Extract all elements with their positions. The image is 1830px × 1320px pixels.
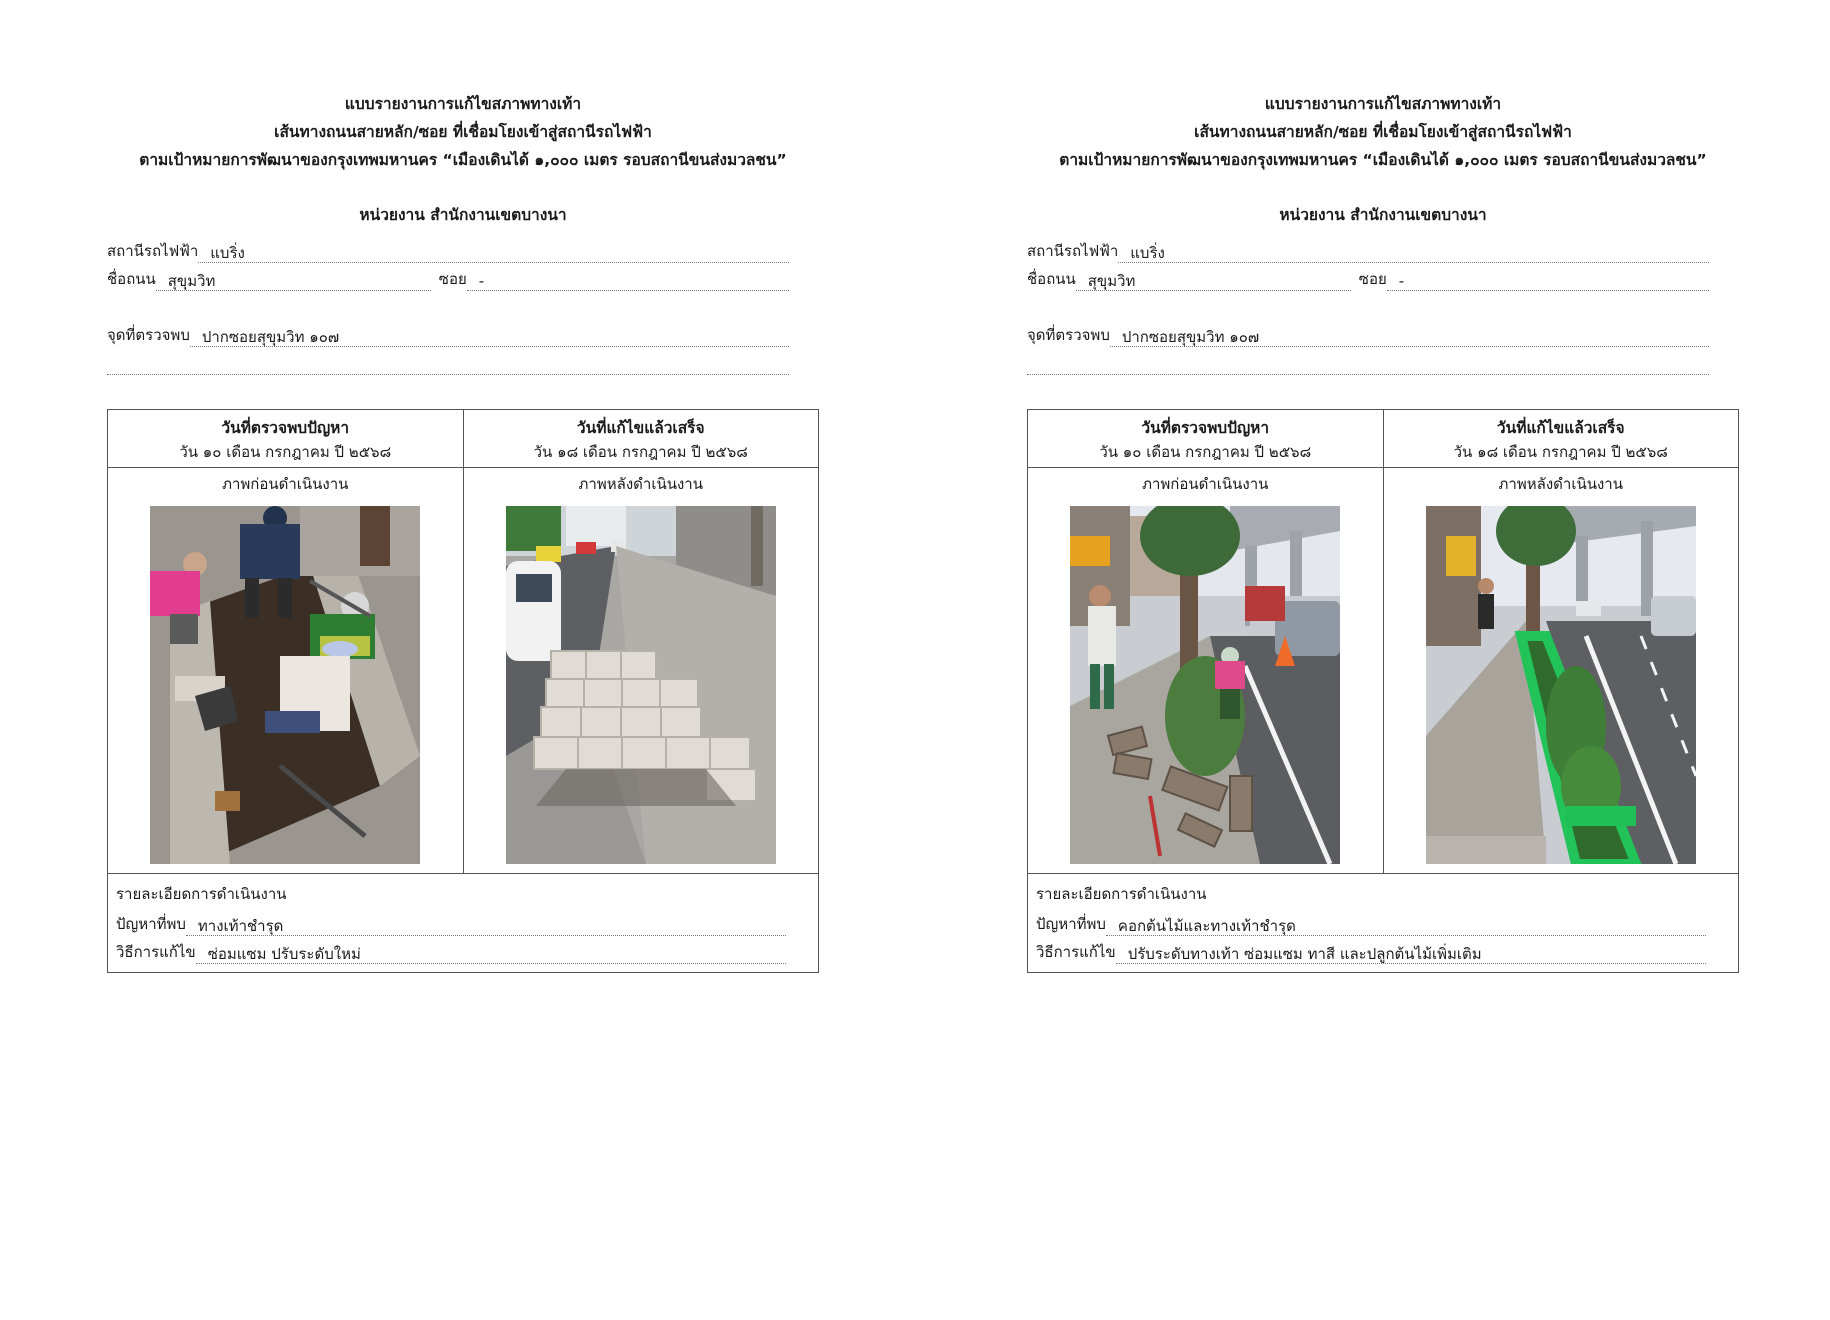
station-value: แบริ่ง — [198, 243, 789, 263]
station-value: แบริ่ง — [1118, 243, 1709, 263]
fixed-date-cell — [1383, 410, 1739, 468]
found-date: วัน ๑๐ เดือน กรกฎาคม ปี ๒๕๖๘ — [179, 443, 392, 461]
details-cell — [108, 874, 819, 973]
problem-value: คอกต้นไม้และทางเท้าชำรุด — [1106, 916, 1706, 936]
fixed-date: วัน ๑๘ เดือน กรกฎาคม ปี ๒๕๖๘ — [1453, 443, 1668, 461]
report-subtitle: เส้นทางถนนสายหลัก/ซอย ที่เชื่อมโยงเข้าสู่สถานีรถไฟฟ้า — [274, 123, 652, 141]
before-photo-caption: ภาพก่อนดำเนินงาน — [222, 475, 349, 493]
report-fields — [1027, 235, 1709, 375]
spot-label: จุดที่ตรวจพบ — [1027, 326, 1110, 344]
fixed-date-cell — [463, 410, 819, 468]
after-photo-cell — [1383, 468, 1739, 874]
spot-value: ปากซอยสุขุมวิท ๑๐๗ — [190, 327, 789, 347]
method-row — [116, 936, 786, 964]
before-photo — [1070, 506, 1340, 864]
road-label: ชื่อถนน — [1027, 270, 1076, 288]
report-form-right — [1027, 90, 1739, 973]
after-photo — [506, 506, 776, 864]
method-row — [1036, 936, 1706, 964]
found-date-header: วันที่ตรวจพบปัญหา — [221, 419, 350, 437]
spot-row-extra — [107, 347, 789, 375]
problem-row — [116, 908, 786, 936]
details-cell — [1028, 874, 1739, 973]
after-photo — [1426, 506, 1696, 864]
after-photo-caption: ภาพหลังดำเนินงาน — [1498, 475, 1623, 493]
station-row — [1027, 235, 1709, 263]
road-row — [107, 263, 789, 291]
found-date-header: วันที่ตรวจพบปัญหา — [1141, 419, 1270, 437]
report-table — [1027, 409, 1739, 973]
after-photo-cell — [463, 468, 819, 874]
blank-dotted-line — [1027, 355, 1709, 375]
problem-label: ปัญหาที่พบ — [116, 915, 186, 933]
report-table — [107, 409, 819, 973]
spot-label: จุดที่ตรวจพบ — [107, 326, 190, 344]
spot-row-extra — [1027, 347, 1709, 375]
method-value: ซ่อมแซม ปรับระดับใหม่ — [196, 944, 786, 964]
before-photo — [150, 506, 420, 864]
found-date-cell — [1028, 410, 1384, 468]
agency-unit: หน่วยงาน สำนักงานเขตบางนา — [1279, 206, 1487, 224]
station-label: สถานีรถไฟฟ้า — [1027, 242, 1119, 260]
station-label: สถานีรถไฟฟ้า — [107, 242, 199, 260]
before-photo-cell — [1028, 468, 1384, 874]
road-value: สุขุมวิท — [156, 271, 431, 291]
soi-label: ซอย — [438, 270, 467, 288]
report-subtitle: เส้นทางถนนสายหลัก/ซอย ที่เชื่อมโยงเข้าสู่สถานีรถไฟฟ้า — [1194, 123, 1572, 141]
report-header — [1027, 90, 1739, 174]
station-row — [107, 235, 789, 263]
after-photo-caption: ภาพหลังดำเนินงาน — [578, 475, 703, 493]
fixed-date-header: วันที่แก้ไขแล้วเสร็จ — [576, 419, 705, 437]
soi-value: - — [467, 271, 789, 291]
report-fields — [107, 235, 789, 375]
method-label: วิธีการแก้ไข — [1036, 943, 1116, 961]
details-title: รายละเอียดการดำเนินงาน — [116, 885, 287, 903]
method-value: ปรับระดับทางเท้า ซ่อมแซม ทาสี และปลูกต้นไม้เพิ่มเติม — [1116, 944, 1706, 964]
report-goal: ตามเป้าหมายการพัฒนาของกรุงเทพมหานคร “เมืองเดินได้ ๑,๐๐๐ เมตร รอบสถานีขนส่งมวลชน” — [1059, 151, 1707, 169]
method-label: วิธีการแก้ไข — [116, 943, 196, 961]
fixed-date: วัน ๑๘ เดือน กรกฎาคม ปี ๒๕๖๘ — [533, 443, 748, 461]
before-photo-cell — [108, 468, 464, 874]
road-label: ชื่อถนน — [107, 270, 156, 288]
fixed-date-header: วันที่แก้ไขแล้วเสร็จ — [1496, 419, 1625, 437]
road-value: สุขุมวิท — [1076, 271, 1351, 291]
report-form-left — [107, 90, 819, 973]
spot-row — [1027, 319, 1709, 347]
problem-label: ปัญหาที่พบ — [1036, 915, 1106, 933]
report-title: แบบรายงานการแก้ไขสภาพทางเท้า — [1264, 95, 1502, 113]
road-row — [1027, 263, 1709, 291]
blank-dotted-line — [107, 355, 789, 375]
spot-row — [107, 319, 789, 347]
spot-value: ปากซอยสุขุมวิท ๑๐๗ — [1110, 327, 1709, 347]
soi-label: ซอย — [1358, 270, 1387, 288]
found-date: วัน ๑๐ เดือน กรกฎาคม ปี ๒๕๖๘ — [1099, 443, 1312, 461]
report-goal: ตามเป้าหมายการพัฒนาของกรุงเทพมหานคร “เมืองเดินได้ ๑,๐๐๐ เมตร รอบสถานีขนส่งมวลชน” — [139, 151, 787, 169]
report-header — [107, 90, 819, 174]
agency-unit: หน่วยงาน สำนักงานเขตบางนา — [359, 206, 567, 224]
problem-value: ทางเท้าชำรุด — [186, 916, 786, 936]
found-date-cell — [108, 410, 464, 468]
soi-value: - — [1387, 271, 1709, 291]
details-title: รายละเอียดการดำเนินงาน — [1036, 885, 1207, 903]
report-title: แบบรายงานการแก้ไขสภาพทางเท้า — [344, 95, 582, 113]
before-photo-caption: ภาพก่อนดำเนินงาน — [1142, 475, 1269, 493]
problem-row — [1036, 908, 1706, 936]
